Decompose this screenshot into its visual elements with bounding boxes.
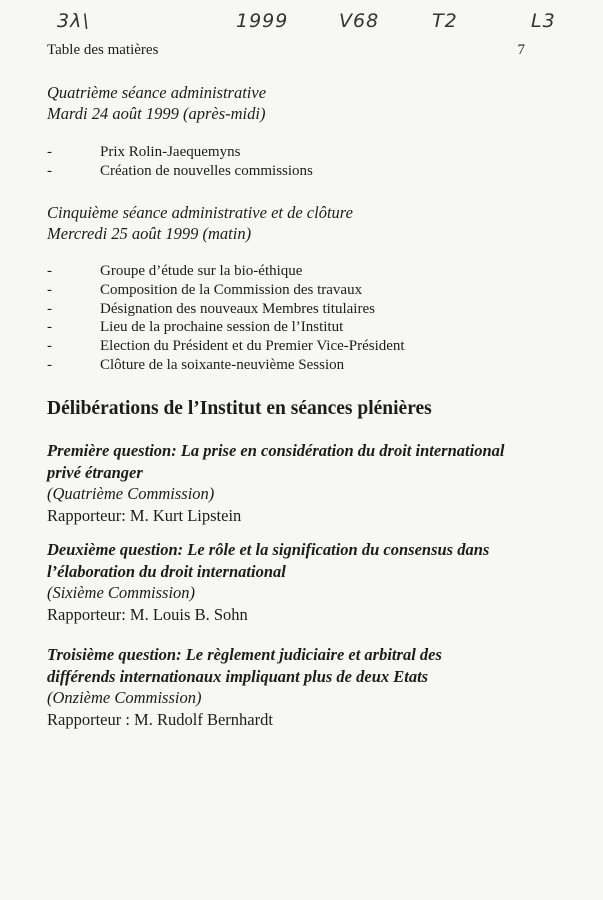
handwritten-note: 1999 <box>236 10 289 32</box>
question-3 <box>47 644 526 730</box>
session5-heading-block <box>47 202 353 244</box>
running-header <box>47 42 525 59</box>
session4-heading-block <box>47 82 266 124</box>
session4-heading: Quatrième séance administrative <box>47 83 267 102</box>
handwritten-annotations <box>0 4 603 40</box>
running-title: Table des matières <box>47 42 159 58</box>
question-3-commission: (Onzième Commission) <box>47 688 202 707</box>
handwritten-note: 3λ\ <box>57 10 90 32</box>
question-1-rapporteur: Rapporteur: M. Kurt Lipstein <box>47 505 242 525</box>
question-2-rapporteur: Rapporteur: M. Louis B. Sohn <box>47 604 248 624</box>
page-number: 7 <box>517 42 525 58</box>
session5-date: Mercredi 25 août 1999 (matin) <box>47 224 252 243</box>
question-2 <box>47 539 526 625</box>
question-2-title: Deuxième question: Le rôle et la signification du consensus dans l’élaboration du droit international <box>47 540 490 581</box>
question-3-title: Troisième question: Le règlement judiciaire et arbitral des différends internationaux impliquant plus de deux Etats <box>47 645 442 686</box>
session4-date: Mardi 24 août 1999 (après-midi) <box>47 104 266 123</box>
session5-heading: Cinquième séance administrative et de clôture <box>47 203 353 222</box>
question-1 <box>47 440 526 526</box>
question-2-commission: (Sixième Commission) <box>47 583 196 602</box>
question-1-commission: (Quatrième Commission) <box>47 484 215 503</box>
handwritten-note: T2 <box>432 10 458 32</box>
deliberations-heading: Délibérations de l’Institut en séances plénières <box>47 398 432 419</box>
handwritten-note: L3 <box>531 10 556 32</box>
handwritten-note: V68 <box>339 10 380 32</box>
document-page: 3λ\ 1999 V68 T2 L3 Table des matières 7 Quatrième séance administrative Mardi 24 août 1999 (après-midi) - Prix Rolin-Jaequemyns - Création de nouvelles commissions Cinquième séance administrative et de clôture Mercredi 25 août 1999 (matin) - Groupe d’étude sur la bio-éthique - Composition de la Commission des travaux - Désignation des nouveaux Membres titulaires - Lieu de la prochaine session de l’Institut - Election du Président et du Premier Vice-Président - Clôture de la soixante-neuvième Session Délibérations de l’Institut en séances plénières Première question: La prise en considération du droit international privé étranger (Quatrième Commission) Rapporteur: M. Kurt Lipstein Deuxième question: Le rôle et la signification du consensus dans l’élaboration du droit international (Sixième Commission) Rapporteur: M. Louis B. Sohn Troisième question: Le règlement judiciaire et arbitral des différends internationaux impliquant plus de deux Etats (Onzième Commission) Rapporteur : M. Rudolf Bernhardt <box>0 0 603 900</box>
question-3-rapporteur: Rapporteur : M. Rudolf Bernhardt <box>47 709 273 729</box>
question-1-title: Première question: La prise en considération du droit international privé étranger <box>47 441 505 482</box>
